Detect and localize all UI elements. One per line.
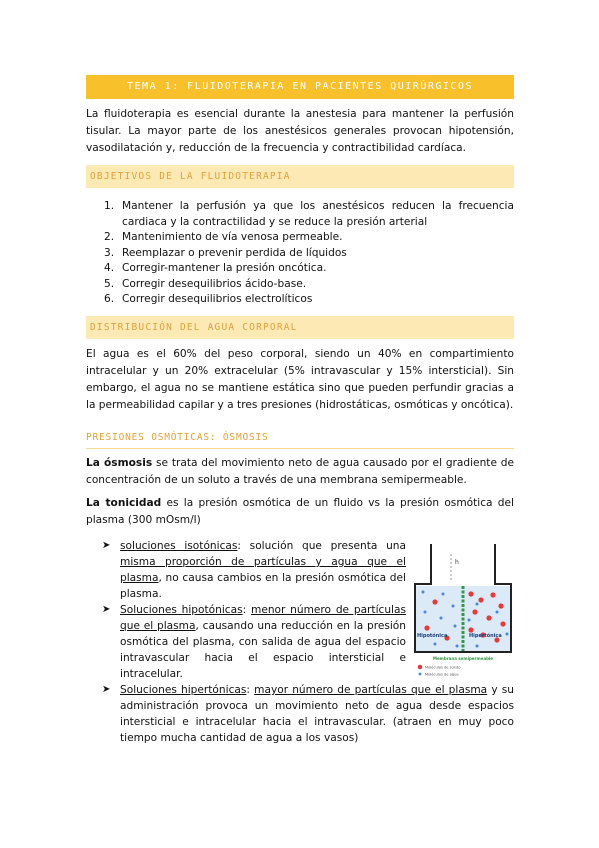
list-item: 5. Corregir desequilibrios ácido-base. — [104, 277, 307, 290]
intro-paragraph: La fluidoterapia es esencial durante la anestesia para mantener la perfusión tisular. La mayor parte de los anestésicos generales provocan hipotensión, vasodilatación y, reducción de la frecuencia y contractibilidad cardíaca. — [86, 108, 514, 154]
section-heading-distribucion: DISTRIBUCIÓN DEL AGUA CORPORAL — [86, 316, 514, 339]
solute-molecule — [490, 592, 495, 597]
legend-water-swatch — [419, 673, 422, 676]
tonicidad-term: La tonicidad — [86, 497, 162, 509]
list-item: 6. Corregir desequilibrios electrolíticos — [104, 293, 313, 305]
solute-molecule — [468, 591, 473, 596]
tonicidad-paragraph: La tonicidad es la presión osmótica de un fluido vs la presión osmótica del plasma (300 mOsm/l) — [86, 497, 514, 526]
membrane-caption: Membrana semipermeable — [432, 656, 494, 661]
water-molecule — [434, 643, 437, 646]
legend-water-label: Moléculas de agua — [425, 672, 459, 677]
arrow-bullet-icon: ➤ — [102, 684, 111, 695]
list-item: 3. Reemplazar o prevenir perdida de líquidos — [104, 246, 347, 259]
water-molecule — [456, 645, 459, 648]
water-molecule — [468, 619, 471, 622]
page-title: TEMA 1: FLUIDOTERAPIA EN PACIENTES QUIRÚRGICOS — [86, 75, 514, 99]
legend-solute-label: Moléculas de soluto — [425, 665, 461, 670]
list-item: 1. Mantener la perfusión ya que los anestésicos reducen la frecuencia cardiaca y la contractilidad y se reduce la presión arterial — [104, 200, 514, 228]
water-molecule — [496, 611, 499, 614]
osmosis-diagram — [413, 540, 517, 682]
solute-molecule — [472, 609, 477, 614]
solute-molecule — [498, 603, 503, 608]
hypotonic-label: Hipotónica — [417, 633, 448, 639]
distribucion-paragraph: El agua es el 60% del peso corporal, siendo un 40% en compartimiento intracelular y un 20% extracelular (5% intravascular y 15% intersticial). Sin embargo, el agua no se mantiene estática sino que pueden perfundir gracias a la permeabilidad capilar y a tres presiones (hidrostáticas, osmóticas y oncótica). — [86, 348, 514, 411]
solute-molecule — [424, 625, 429, 630]
height-symbol: h — [455, 559, 459, 566]
solute-molecule — [486, 615, 491, 620]
list-item: ➤ soluciones isotónicas: solución que presenta una misma proporción de partículas y agua que el plasma, no causa cambios en la presión osmótica del plasma. — [102, 540, 406, 600]
objectives-list — [100, 199, 514, 308]
water-molecule — [424, 611, 427, 614]
water-molecule — [476, 645, 479, 648]
water-molecule — [440, 617, 443, 620]
water-molecule — [506, 633, 509, 636]
list-item: ➤ Soluciones hipertónicas: mayor número de partículas que el plasma y su administración provoca un movimiento neto de agua desde espacios intersticial e intracelular hacia el intravascular. (atraen en muy poco tiempo mucha cantidad de agua a los vasos) — [102, 684, 514, 744]
solute-molecule — [500, 621, 505, 626]
water-molecule — [452, 605, 455, 608]
legend-solute-swatch — [418, 665, 423, 670]
osmosis-term: La ósmosis — [86, 457, 153, 469]
list-item: 2. Mantenimiento de vía venosa permeable. — [104, 231, 343, 243]
water-molecule — [476, 603, 479, 606]
osmosis-paragraph: La ósmosis se trata del movimiento neto de agua causado por el gradiente de concentración de un soluto a través de una membrana semipermeable. — [86, 457, 515, 486]
arrow-bullet-icon: ➤ — [102, 540, 111, 551]
arrow-bullet-icon: ➤ — [102, 604, 111, 615]
subsection-heading-presiones: PRESIONES OSMÓTICAS: ÓSMOSIS — [86, 428, 514, 449]
section-heading-objetivos: OBJETIVOS DE LA FLUIDOTERAPIA — [86, 165, 514, 188]
list-item: ➤ Soluciones hipotónicas: menor número de partículas que el plasma, causando una reducción en la presión osmótica del plasma, con salida de agua del espacio intravascular hacia el espacio intersticial e intracelular. — [102, 604, 407, 680]
hypertonic-label: Hipertónica — [469, 633, 502, 639]
solute-molecule — [432, 599, 437, 604]
list-item: 4. Corregir-mantener la presión oncótica. — [104, 262, 327, 274]
solute-molecule — [478, 597, 483, 602]
water-molecule — [454, 625, 457, 628]
water-molecule — [422, 591, 425, 594]
water-molecule — [442, 593, 445, 596]
solute-molecule — [468, 627, 473, 632]
